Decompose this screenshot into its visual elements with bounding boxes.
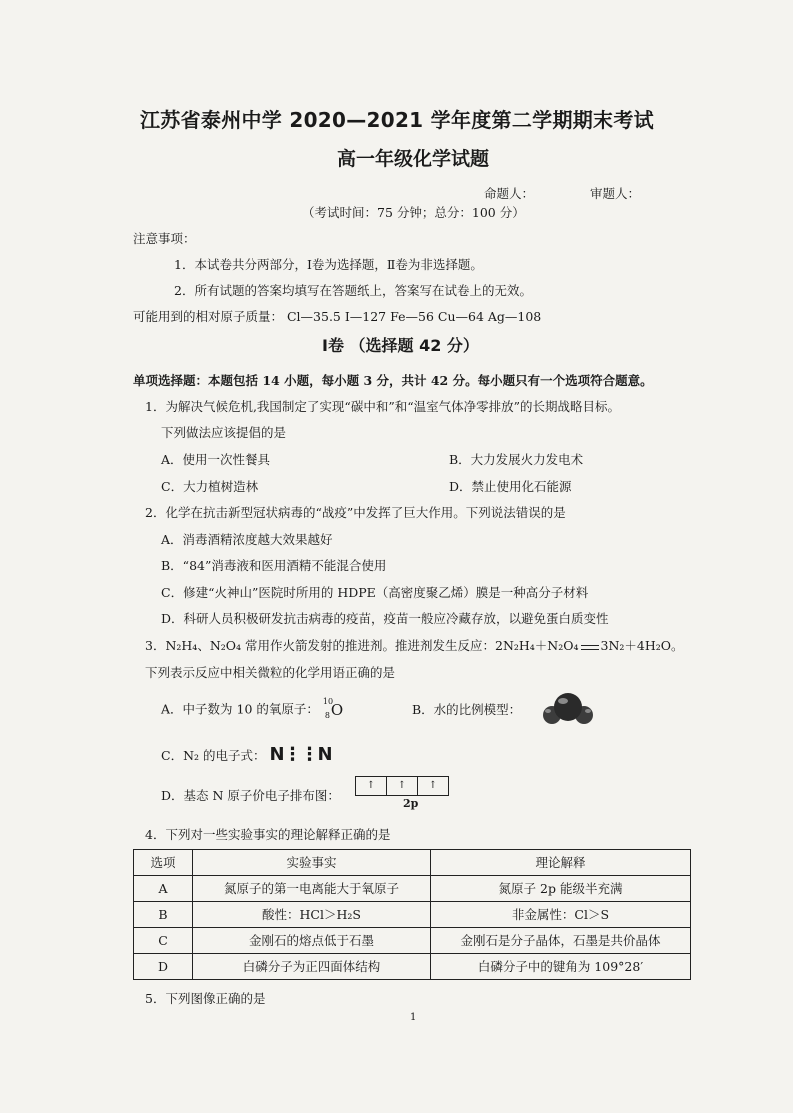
q2-option-c: C．修建“火神山”医院时所用的 HDPE（高密度聚乙烯）膜是一种高分子材料 (161, 585, 589, 600)
orbital-box: ↑ (428, 780, 438, 791)
page-number: 1 (410, 1012, 417, 1023)
question-5-stem: 5．下列图像正确的是 (145, 991, 266, 1006)
q1-option-a: A．使用一次性餐具 (161, 452, 271, 467)
q1-option-b: B．大力发展火力发电术 (449, 452, 584, 467)
element-symbol: O (330, 701, 344, 719)
q1-option-c: C．大力植树造林 (161, 479, 259, 494)
section-title: Ⅰ卷 （选择题 42 分） (322, 336, 479, 355)
table-cell: 非金属性：Cl＞S (431, 902, 691, 928)
q3-stem-part-a: 3．N₂H₄、N₂O₄ 常用作火箭发射的推进剂。推进剂发生反应：2N₂H₄＋N₂O₄ (145, 638, 579, 653)
note-item: 1．本试卷共分两部分，Ⅰ卷为选择题，Ⅱ卷为非选择题。 (174, 257, 483, 272)
n2-electron-formula: N⋮⋮N (269, 744, 332, 765)
exam-subtitle: 高一年级化学试题 (337, 148, 490, 170)
question-3-stem (145, 638, 684, 653)
table-header-cell: 实验事实 (193, 850, 431, 876)
exam-title: 江苏省泰州中学 2020—2021 学年度第二学期期末考试 (140, 108, 654, 132)
table-row (134, 876, 691, 902)
q1-option-d: D．禁止使用化石能源 (449, 479, 572, 494)
q3-option-c (161, 744, 332, 766)
orbital-diagram (355, 776, 449, 796)
q3-stem-part-b: 3N₂＋4H₂O。 (600, 638, 684, 653)
q3-option-a (161, 697, 344, 721)
q2-option-a: A．消毒酒精浓度越大效果越好 (161, 532, 333, 547)
table-cell: B (134, 902, 193, 928)
q3-option-d-text: D．基态 N 原子价电子排布图： (161, 788, 340, 803)
orbital-box: ↑ (387, 777, 418, 795)
table-cell: 白磷分子中的键角为 109°28′ (431, 954, 691, 980)
orbital-label: 2p (403, 797, 419, 810)
table-header-row (134, 850, 691, 876)
table-cell: 白磷分子为正四面体结构 (193, 954, 431, 980)
q3-option-a-text: A．中子数为 10 的氧原子： (161, 701, 319, 717)
table-header-cell: 理论解释 (431, 850, 691, 876)
table-row (134, 902, 691, 928)
section-instruction: 单项选择题：本题包括 14 小题，每小题 3 分，共计 42 分。每小题只有一个选项符合题意。 (133, 373, 653, 388)
q3-option-c-text: C．N₂ 的电子式： (161, 748, 266, 763)
water-space-filling-model-icon (536, 691, 600, 727)
note-item: 2．所有试题的答案均填写在答题纸上，答案写在试卷上的无效。 (174, 283, 532, 298)
table-cell: 金刚石是分子晶体，石墨是共价晶体 (431, 928, 691, 954)
table-row (134, 928, 691, 954)
notes-heading: 注意事项： (133, 231, 196, 246)
question-1-stem: 1．为解决气候危机,我国制定了实现“碳中和”和“温室气体净零排放”的长期战略目标。 (145, 399, 620, 414)
atomic-masses: 可能用到的相对原子质量： Cl—35.5 I—127 Fe—56 Cu—64 Ag—108 (133, 309, 542, 324)
q3-option-b: B．水的比例模型： (412, 702, 522, 717)
atomic-number: 8 (324, 711, 330, 720)
orbital-box: ↑ (356, 777, 387, 795)
table-cell: A (134, 876, 193, 902)
table-header-cell: 选项 (134, 850, 193, 876)
q4-table (133, 849, 691, 980)
question-2-stem: 2．化学在抗击新型冠状病毒的“战疫”中发挥了巨大作用。下列说法错误的是 (145, 505, 566, 520)
table-cell: D (134, 954, 193, 980)
mass-number: 10 (322, 697, 334, 706)
table-cell: 酸性：HCl＞H₂S (193, 902, 431, 928)
oxygen-nuclide (322, 697, 344, 721)
proposer-label: 命题人： (484, 186, 535, 201)
q2-option-d: D．科研人员积极研发抗击病毒的疫苗，疫苗一般应冷藏存放，以避免蛋白质变性 (161, 611, 609, 626)
table-cell: C (134, 928, 193, 954)
question-1-stem2: 下列做法应该提倡的是 (161, 425, 287, 440)
q2-option-b: B．“84”消毒液和医用酒精不能混合使用 (161, 558, 387, 573)
reviewer-label: 审题人： (590, 186, 641, 201)
table-cell: 氮原子的第一电离能大于氧原子 (193, 876, 431, 902)
table-cell: 金刚石的熔点低于石墨 (193, 928, 431, 954)
exam-info: （考试时间：75 分钟；总分：100 分） (302, 205, 525, 220)
question-3-stem2: 下列表示反应中相关微粒的化学用语正确的是 (145, 665, 396, 680)
table-cell: 氮原子 2p 能级半充满 (431, 876, 691, 902)
question-4-stem: 4．下列对一些实验事实的理论解释正确的是 (145, 827, 391, 842)
table-row (134, 954, 691, 980)
